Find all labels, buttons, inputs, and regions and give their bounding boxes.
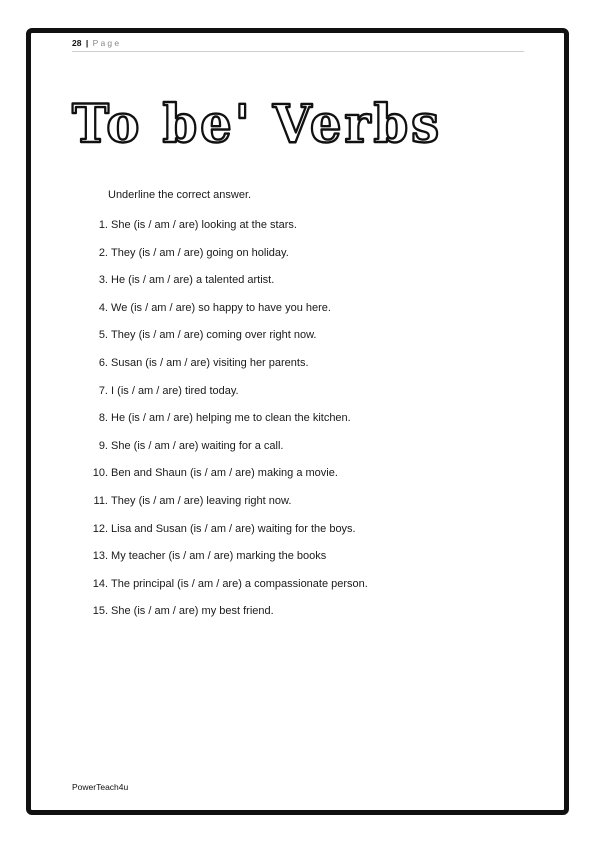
question-item [88, 273, 368, 301]
question-number: 14. [92, 577, 108, 590]
question-item [88, 494, 368, 522]
question-text: We (is / am / are) so happy to have you here. [108, 301, 331, 314]
worksheet-title-text: To be' Verbs [72, 94, 442, 155]
question-item [88, 218, 368, 246]
page-number: 28 [72, 38, 82, 48]
page-separator: | [85, 38, 89, 48]
question-text: They (is / am / are) leaving right now. [108, 494, 292, 507]
question-number: 11. [93, 494, 108, 507]
question-number: 9. [98, 439, 108, 452]
question-text: My teacher (is / am / are) marking the books [108, 550, 327, 563]
question-item [88, 549, 368, 577]
question-text: Ben and Shaun (is / am / are) making a movie. [108, 467, 338, 480]
question-item [88, 577, 368, 605]
question-number: 15. [92, 605, 108, 618]
question-number: 12. [92, 522, 108, 535]
question-number: 8. [98, 412, 108, 425]
question-text: Lisa and Susan (is / am / are) waiting for the boys. [108, 522, 356, 535]
page-header [72, 37, 524, 52]
worksheet-title [70, 90, 450, 156]
question-item [88, 246, 368, 274]
question-number: 1. [98, 219, 108, 231]
question-text: She (is / am / are) looking at the stars. [108, 219, 297, 231]
question-number: 5. [98, 329, 108, 342]
question-number: 7. [98, 384, 108, 397]
question-number: 2. [98, 246, 108, 259]
footer-brand: PowerTeach4u [72, 782, 129, 792]
question-text: Susan (is / am / are) visiting her parents. [108, 356, 309, 369]
question-item [88, 522, 368, 550]
question-item [88, 384, 368, 412]
question-text: The principal (is / am / are) a compassionate person. [108, 577, 368, 590]
question-item [88, 604, 368, 632]
question-number: 3. [98, 274, 108, 287]
question-item [88, 439, 368, 467]
question-number: 10. [92, 467, 108, 480]
question-text: He (is / am / are) a talented artist. [108, 274, 275, 287]
page-word: Page [92, 38, 122, 48]
question-item [88, 328, 368, 356]
question-number: 4. [98, 301, 108, 314]
question-text: They (is / am / are) going on holiday. [108, 246, 289, 259]
question-text: She (is / am / are) my best friend. [108, 605, 274, 618]
question-text: They (is / am / are) coming over right now. [108, 329, 317, 342]
instruction-text: Underline the correct answer. [108, 189, 252, 201]
question-list [88, 218, 368, 632]
question-text: She (is / am / are) waiting for a call. [108, 439, 284, 452]
question-text: I (is / am / are) tired today. [108, 384, 239, 397]
question-number: 6. [98, 356, 108, 369]
question-item [88, 356, 368, 384]
question-number: 13. [92, 550, 108, 563]
question-text: He (is / am / are) helping me to clean the kitchen. [108, 412, 351, 425]
question-item [88, 466, 368, 494]
question-item [88, 301, 368, 329]
question-item [88, 411, 368, 439]
